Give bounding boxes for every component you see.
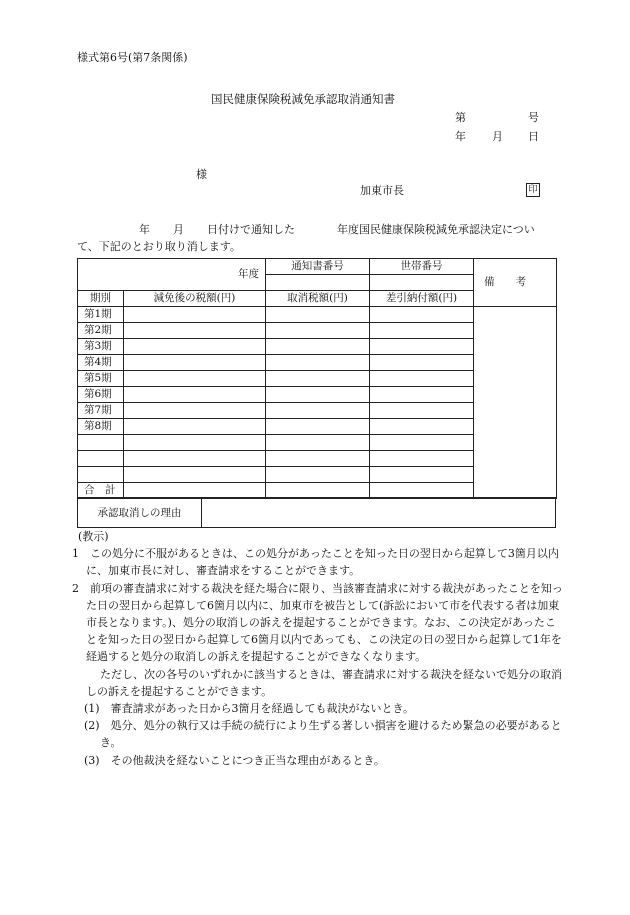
doc-no-suffix: 号 <box>528 111 539 124</box>
col-diff-header: 差引納付額(円) <box>370 291 474 307</box>
addressee-suffix: 様 <box>196 168 207 181</box>
sub-item-3: (3) その他裁決を経ないことにつき正当な理由があるとき。 <box>84 753 385 767</box>
date-month: 月 <box>492 130 503 143</box>
date-year: 年 <box>455 130 466 143</box>
period-label: 第8期 <box>78 419 124 435</box>
item-text: この処分に不服があるときは、この処分があったことを知った日の翌日から起算して3箇月以内に、加東市長に対し、審査請求をすることができます。 <box>86 547 559 578</box>
remarks-header: 備 考 <box>484 276 526 288</box>
period-label: 第7期 <box>78 403 124 419</box>
household-no-value <box>370 275 474 291</box>
item-text: 前項の審査請求に対する裁決を経た場合に限り、当該審査請求に対する裁決があったことを知った日の翌日から起算して6箇月以内に、加東市を被告として(訴訟において市を代表する者は加東市長となります。)、処分の取消しの訴えを提起することができます。なお、この決定があったことを知った日の翌日から起算して6箇月以内であっても、この決定の日の翌日から起算して1年を経過すると処分の取消しの訴えを提起することができなくなります。 <box>86 581 563 664</box>
tax-table <box>77 258 557 499</box>
intro-fiscal-year-text: 年度国民健康保険税減免承認決定につい <box>337 223 535 236</box>
instruction-item-2 <box>72 580 564 666</box>
period-label: 第6期 <box>78 387 124 403</box>
sub-item-1: (1) 審査請求があった日から3箇月を経過しても裁決がないとき。 <box>84 702 415 716</box>
proviso: ただし、次の各号のいずれかに該当するときは、審査請求に対する裁決を経ないで処分の取消しの訴えを提起することができます。 <box>86 667 562 698</box>
remarks-body <box>474 307 557 499</box>
item-number: 1 <box>72 547 79 561</box>
instructions <box>72 528 564 769</box>
period-label <box>78 435 124 451</box>
reason-label: 承認取消しの理由 <box>78 498 202 528</box>
intro-year: 年 <box>139 223 150 236</box>
col-period-header: 期別 <box>78 291 124 307</box>
seal-mark: 印 <box>526 183 540 197</box>
period-label: 第3期 <box>78 339 124 355</box>
doc-no-prefix: 第 <box>455 111 466 124</box>
reason-table <box>77 497 556 528</box>
nendo-cell <box>78 259 266 291</box>
period-label <box>78 451 124 467</box>
notice-no-value <box>266 275 370 291</box>
nendo-label: 年度 <box>238 268 259 280</box>
date-day: 日 <box>528 130 539 143</box>
issuer-name: 加東市長 <box>360 184 404 197</box>
intro-day-text: 日付けで通知した <box>207 223 295 236</box>
notice-no-header: 通知書番号 <box>266 259 370 275</box>
item-number: 2 <box>72 581 79 595</box>
sub-item-2: (2) 処分、処分の執行又は手続の続行により生ずる著しい損害を避けるため緊急の必要があるとき。 <box>84 719 562 750</box>
reason-value <box>202 498 556 528</box>
remarks-header-cell <box>474 259 557 307</box>
form-number: 様式第6号(第7条関係) <box>77 51 188 64</box>
period-label: 第4期 <box>78 355 124 371</box>
household-no-header: 世帯番号 <box>370 259 474 275</box>
period-label <box>78 467 124 483</box>
period-label: 第5期 <box>78 371 124 387</box>
period-label: 第1期 <box>78 307 124 323</box>
total-label: 合 計 <box>78 483 124 499</box>
intro-line2: て、下記のとおり取り消します。 <box>77 240 241 253</box>
instruction-item-1 <box>72 545 564 579</box>
col-after-header: 減免後の税額(円) <box>124 291 266 307</box>
intro-month: 月 <box>173 223 184 236</box>
document-title: 国民健康保険税減免承認取消通知書 <box>211 92 395 106</box>
instructions-heading: (教示) <box>78 530 109 543</box>
period-label: 第2期 <box>78 323 124 339</box>
col-cancel-header: 取消税額(円) <box>266 291 370 307</box>
